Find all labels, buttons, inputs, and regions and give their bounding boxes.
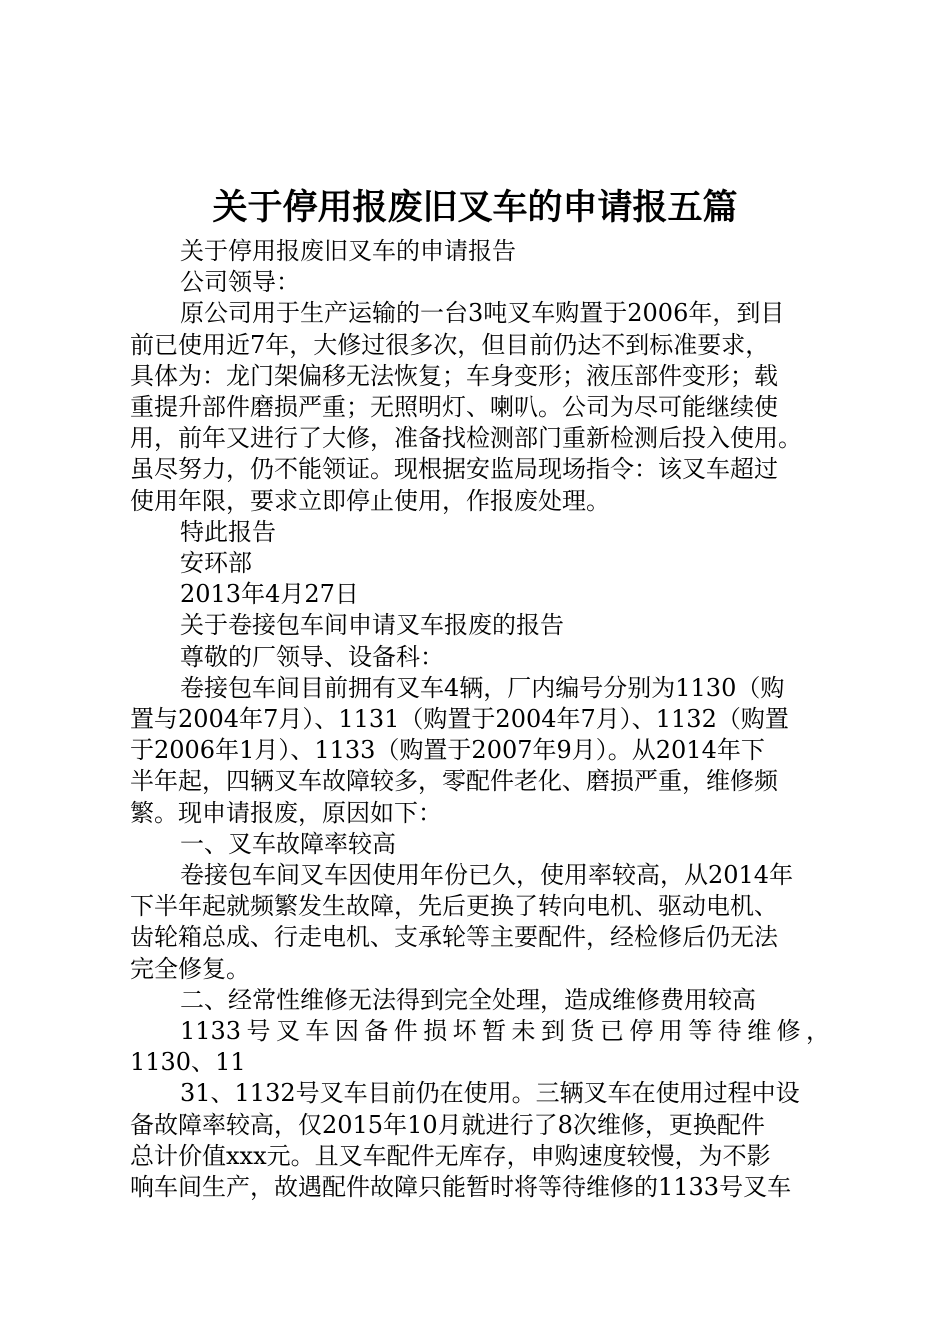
text-line: 原公司用于生产运输的一台3吨叉车购置于2006年，到目: [180, 299, 785, 328]
text-line: 卷接包车间叉车因使用年份已久，使用率较高，从2014年: [180, 861, 794, 890]
text-line: 置与2004年7月）、1131（购置于2004年7月）、1132（购置: [130, 705, 789, 734]
text-line: 1133号叉车因备件损坏暂未到货已停用等待维修，: [180, 1017, 830, 1046]
text-line: 于2006年1月）、1133（购置于2007年9月）。从2014年下: [130, 736, 765, 765]
text-line: 总计价值xxx元。且叉车配件无库存，申购速度较慢，为不影: [130, 1141, 771, 1170]
text-line: 关于停用报废旧叉车的申请报告: [180, 237, 516, 265]
document-body: [130, 236, 830, 1203]
text-line: 重提升部件磨损严重；无照明灯、喇叭。公司为尽可能继续使: [130, 393, 778, 422]
text-line: 齿轮箱总成、行走电机、支承轮等主要配件，经检修后仍无法: [130, 923, 778, 952]
document-title: 关于停用报废旧叉车的申请报五篇: [212, 187, 738, 228]
text-line: 二、经常性维修无法得到完全处理，造成维修费用较高: [180, 985, 756, 1014]
text-line: 用，前年又进行了大修，准备找检测部门重新检测后投入使用。: [130, 424, 802, 453]
text-line: 下半年起就频繁发生故障，先后更换了转向电机、驱动电机、: [130, 892, 778, 921]
text-line: 前已使用近7年，大修过很多次，但目前仍达不到标准要求，: [130, 330, 770, 359]
text-line: 安环部: [180, 549, 252, 578]
text-line: 特此报告: [180, 517, 276, 546]
text-line: 一、叉车故障率较高: [180, 829, 396, 858]
text-line: 虽尽努力，仍不能领证。现根据安监局现场指令：该叉车超过: [130, 455, 778, 484]
text-line: 完全修复。: [130, 954, 250, 983]
text-line: 备故障率较高，仅2015年10月就进行了8次维修，更换配件: [130, 1110, 765, 1139]
text-line: 具体为：龙门架偏移无法恢复；车身变形；液压部件变形；载: [130, 361, 778, 390]
text-line: 繁。现申请报废，原因如下：: [130, 798, 442, 827]
text-line: 尊敬的厂领导、设备科：: [180, 642, 444, 671]
text-line: 31、1132号叉车目前仍在使用。三辆叉车在使用过程中设: [180, 1079, 800, 1108]
text-line: 半年起，四辆叉车故障较多，零配件老化、磨损严重，维修频: [130, 767, 778, 796]
text-line: 2013年4月27日: [180, 580, 359, 609]
text-line: 公司领导：: [180, 268, 300, 297]
text-line: 使用年限，要求立即停止使用，作报废处理。: [130, 486, 610, 515]
text-line: 关于卷接包车间申请叉车报废的报告: [180, 611, 564, 640]
text-line: 卷接包车间目前拥有叉车4辆，厂内编号分别为1130（购: [180, 673, 785, 702]
text-line: 1130、11: [130, 1048, 246, 1077]
text-line: 响车间生产，故遇配件故障只能暂时将等待维修的1133号叉车: [130, 1173, 792, 1202]
